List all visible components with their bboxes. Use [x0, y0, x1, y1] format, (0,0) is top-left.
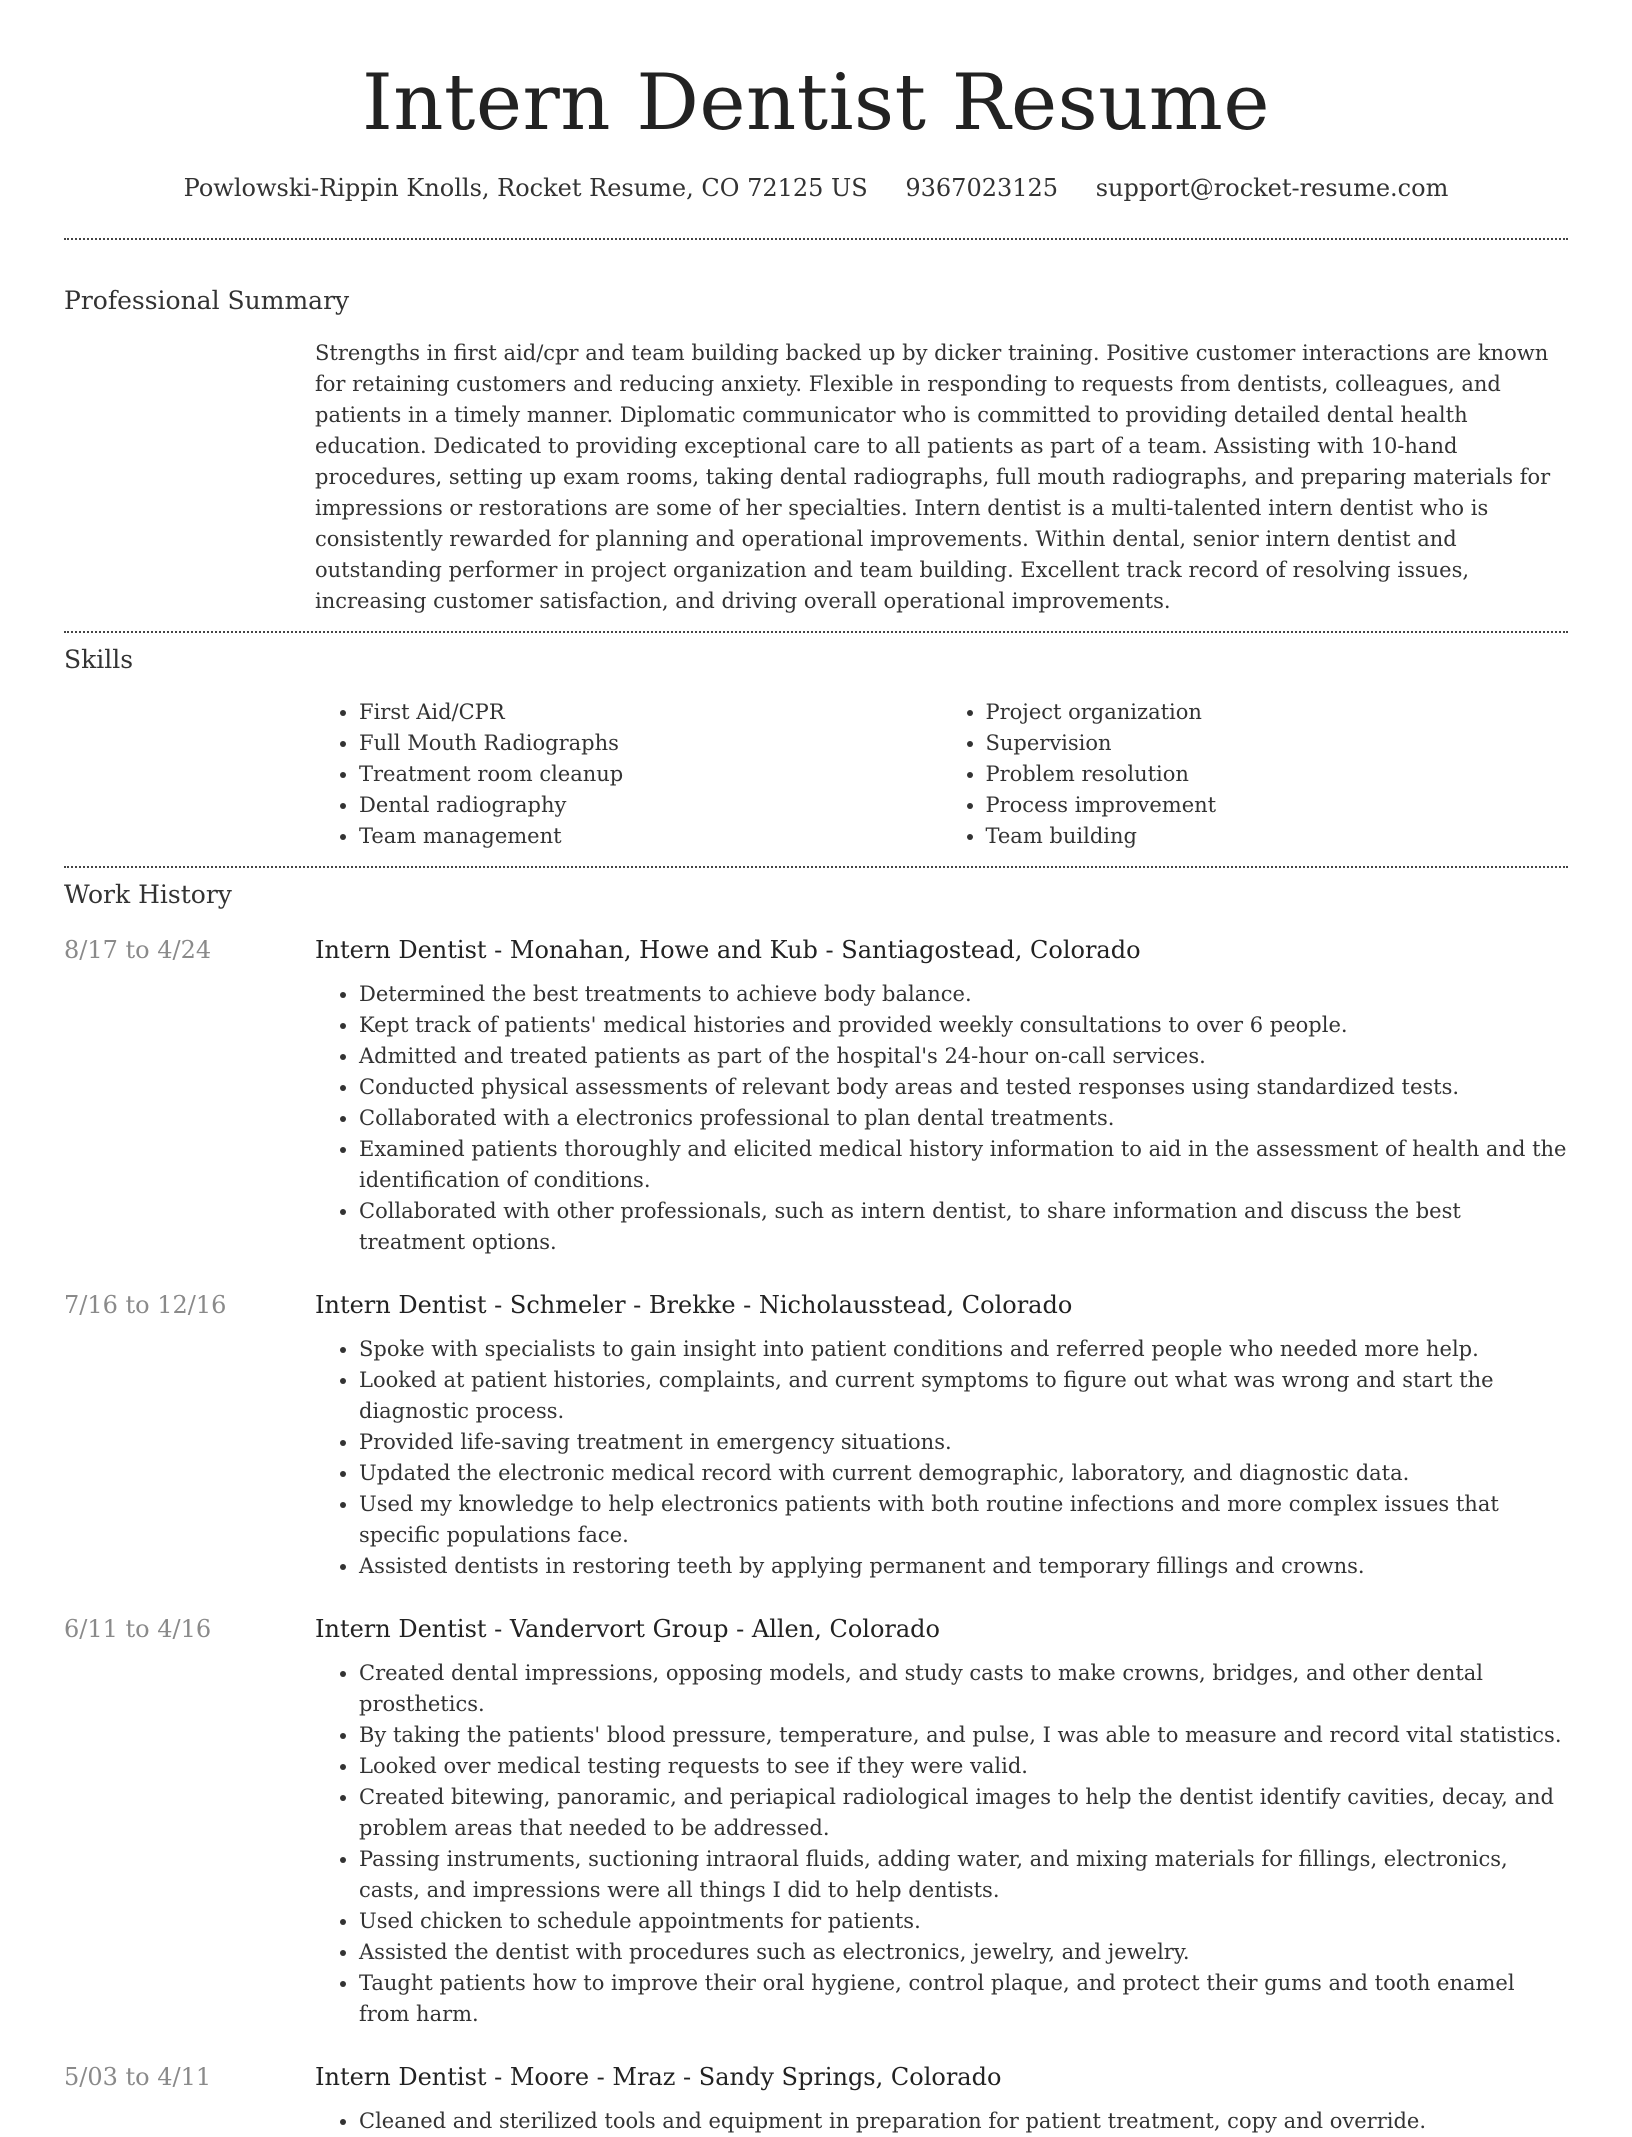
job-title: Intern Dentist - Schmeler - Brekke - Nicholausstead, Colorado: [315, 1291, 1073, 1319]
job-bullet: • Examined patients thoroughly and elicited medical history information to aid in the assessment of health and the identification of conditions.: [359, 1134, 1568, 1196]
job-bullet: • Collaborated with a electronics professional to plan dental treatments.: [359, 1103, 1568, 1134]
divider-header: [64, 238, 1568, 240]
job-bullet: • Looked at patient histories, complaints, and current symptoms to figure out what was wrong and start the diagnostic process.: [359, 1365, 1568, 1427]
work-heading: Work History: [64, 880, 232, 909]
skill-item: • Team building: [986, 821, 1569, 852]
divider-summary: [64, 631, 1568, 633]
skill-item: • Dental radiography: [359, 790, 942, 821]
skills-section: [64, 643, 1568, 852]
job-bullet: • Determined the best treatments to achieve body balance.: [359, 979, 1568, 1010]
job-bullet: • Created dental impressions, opposing models, and study casts to make crowns, bridges, and other dental prosthetics.: [359, 1658, 1568, 1720]
skill-item: • Supervision: [986, 728, 1569, 759]
job-bullets: [315, 1658, 1568, 2030]
job-bullet: • By taking the patients' blood pressure, temperature, and pulse, I was able to measure and record vital statistics.: [359, 1720, 1568, 1751]
job-body: [315, 2060, 1568, 2137]
summary-heading: Professional Summary: [64, 286, 350, 315]
job-bullet: • Passing instruments, suctioning intraoral fluids, adding water, and mixing materials for fillings, electronics, casts, and impressions were all things I did to help dentists.: [359, 1844, 1568, 1906]
job-bullet: • Provided life-saving treatment in emergency situations.: [359, 1427, 1568, 1458]
job-title: Intern Dentist - Vandervort Group - Allen, Colorado: [315, 1615, 940, 1643]
job-body: [315, 1288, 1568, 1582]
contact-address: Powlowski-Rippin Knolls, Rocket Resume, CO 72125 US: [183, 174, 868, 202]
contact-phone: 9367023125: [905, 174, 1059, 202]
job-dates: 7/16 to 12/16: [64, 1291, 227, 1319]
job-bullet: • Admitted and treated patients as part of the hospital's 24-hour on-call services.: [359, 1041, 1568, 1072]
job-title: Intern Dentist - Monahan, Howe and Kub - Santiagostead, Colorado: [315, 936, 1141, 964]
skill-item: • Treatment room cleanup: [359, 759, 942, 790]
resume-page: [64, 0, 1568, 2137]
job-body: [315, 933, 1568, 1258]
job-entry: [64, 933, 1568, 1258]
skill-item: • Process improvement: [986, 790, 1569, 821]
skills-columns: [315, 697, 1568, 852]
contact-line: [64, 172, 1568, 204]
job-bullet: • Looked over medical testing requests to see if they were valid.: [359, 1751, 1568, 1782]
job-bullet: • Created bitewing, panoramic, and periapical radiological images to help the dentist identify cavities, decay, and problem areas that needed to be addressed.: [359, 1782, 1568, 1844]
skill-item: • Project organization: [986, 697, 1569, 728]
job-bullets: [315, 2106, 1568, 2137]
job-bullets: [315, 1334, 1568, 1582]
job-dates: 6/11 to 4/16: [64, 1615, 212, 1643]
job-bullet: • Used chicken to schedule appointments for patients.: [359, 1906, 1568, 1937]
job-bullet: • Assisted dentists in restoring teeth by applying permanent and temporary fillings and crowns.: [359, 1551, 1568, 1582]
job-dates: 5/03 to 4/11: [64, 2063, 212, 2091]
skills-heading: Skills: [64, 645, 134, 674]
job-bullet: • Assisted the dentist with procedures such as electronics, jewelry, and jewelry.: [359, 1937, 1568, 1968]
job-bullet: • Used my knowledge to help electronics patients with both routine infections and more complex issues that specific populations face.: [359, 1489, 1568, 1551]
job-entry: [64, 1288, 1568, 1582]
job-bullet: • Kept track of patients' medical histories and provided weekly consultations to over 6 people.: [359, 1010, 1568, 1041]
contact-email: support@rocket-resume.com: [1095, 174, 1449, 202]
job-bullet: • Cleaned and sterilized tools and equipment in preparation for patient treatment, copy and override.: [359, 2106, 1568, 2137]
skill-item: • Problem resolution: [986, 759, 1569, 790]
divider-skills: [64, 866, 1568, 868]
summary-text: Strengths in first aid/cpr and team building backed up by dicker training. Positive customer interactions are known for retaining customers and reducing anxiety. Flexible in responding to requests from dentists, colleagues, and patients in a timely manner. Diplomatic communicator who is committed to providing detailed dental health education. Dedicated to providing exceptional care to all patients as part of a team. Assisting with 10-hand procedures, setting up exam rooms, taking dental radiographs, full mouth radiographs, and preparing materials for impressions or restorations are some of her specialties. Intern dentist is a multi-talented intern dentist who is consistently rewarded for planning and operational improvements. Within dental, senior intern dentist and outstanding performer in project organization and team building. Excellent track record of resolving issues, increasing customer satisfaction, and driving overall operational improvements.: [315, 341, 1551, 613]
job-bullet: • Conducted physical assessments of relevant body areas and tested responses using standardized tests.: [359, 1072, 1568, 1103]
job-body: [315, 1612, 1568, 2030]
job-bullets: [315, 979, 1568, 1258]
skill-item: • First Aid/CPR: [359, 697, 942, 728]
job-bullet: • Collaborated with other professionals, such as intern dentist, to share information and discuss the best treatment options.: [359, 1196, 1568, 1258]
summary-section: [64, 284, 1568, 617]
resume-title: Intern Dentist Resume: [361, 58, 1271, 148]
job-dates: 8/17 to 4/24: [64, 936, 212, 964]
work-section: [64, 878, 1568, 2137]
job-bullet: • Spoke with specialists to gain insight into patient conditions and referred people who needed more help.: [359, 1334, 1568, 1365]
skill-item: • Full Mouth Radiographs: [359, 728, 942, 759]
skills-list-left: [315, 697, 942, 852]
skills-list-right: [942, 697, 1569, 852]
job-title: Intern Dentist - Moore - Mraz - Sandy Springs, Colorado: [315, 2063, 1002, 2091]
job-entry: [64, 1612, 1568, 2030]
job-bullet: • Updated the electronic medical record with current demographic, laboratory, and diagnostic data.: [359, 1458, 1568, 1489]
job-bullet: • Taught patients how to improve their oral hygiene, control plaque, and protect their gums and tooth enamel from harm.: [359, 1968, 1568, 2030]
job-entry: [64, 2060, 1568, 2137]
skill-item: • Team management: [359, 821, 942, 852]
